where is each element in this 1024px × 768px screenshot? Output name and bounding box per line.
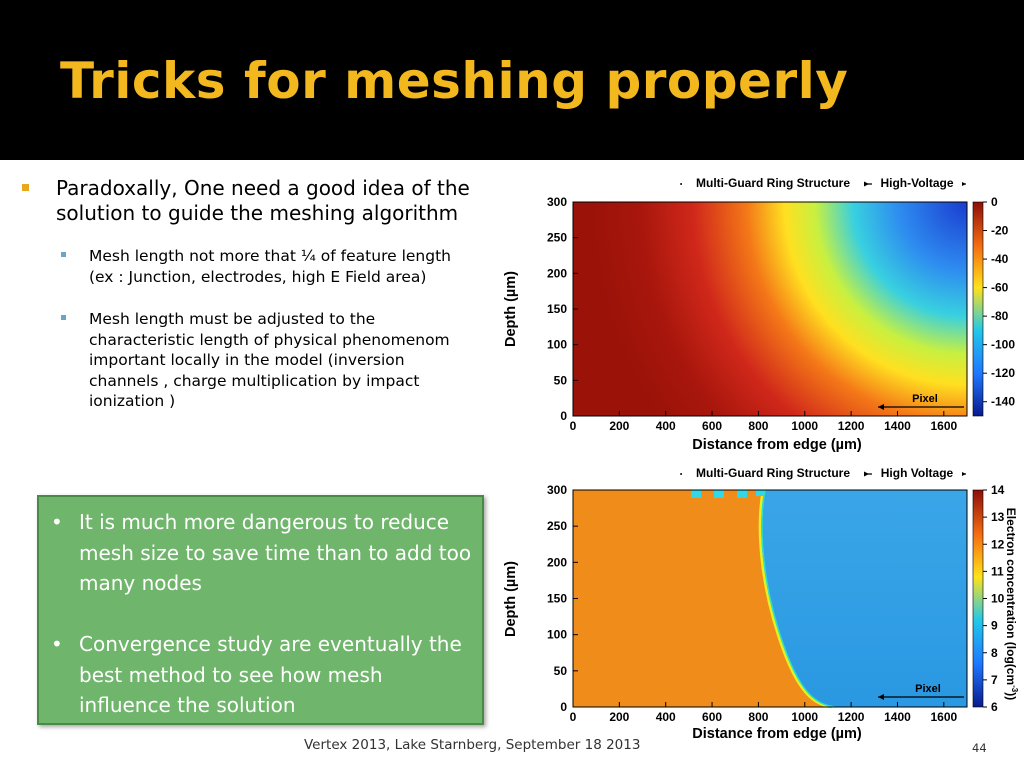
high-voltage-label: High Voltage [880,466,954,480]
x-tick-label: 200 [609,710,630,724]
y-tick-label: 150 [546,302,567,316]
colorbar-ticks [983,483,1005,714]
y-tick-label: 100 [546,627,567,642]
colorbar-tick-label: 10 [991,591,1005,606]
sub-bullet-text: Mesh length must be adjusted to the characteristic length of physical phenomenom important locally in the model (inversion channels , charge multiplication by impact ionization ) [89,310,450,410]
colorbar-tick-label: -80 [991,309,1009,324]
high-voltage-label: High-Voltage [880,176,954,190]
y-tick-label: 200 [546,266,567,281]
slide-title: Tricks for meshing properly [60,52,849,110]
x-tick-label: 1000 [791,710,819,724]
potential-field [573,202,967,416]
sub-bullet-text: Mesh length not more that ¼ of feature length (ex : Junction, electrodes, high E Field area) [89,247,451,286]
x-tick-label: 1400 [884,710,911,724]
multi-guard-label: Multi-Guard Ring Structure [696,176,850,190]
y-axis-title: Depth (µm) [503,560,519,638]
callout-item-text: Convergence study are eventually the best method to see how mesh influence the solution [79,632,462,717]
colorbar-tick-label: 14 [991,483,1005,497]
colorbar-tick-label: 13 [991,510,1005,525]
colorbar-tick-label: -60 [991,280,1009,295]
x-tick-label: 600 [702,419,723,433]
x-axis-title: Distance from edge (µm) [692,726,862,742]
square-bullet-icon [61,252,66,257]
potential-heatmap [494,172,1024,456]
callout-box [37,495,484,725]
colorbar-tick-label: -100 [991,337,1016,352]
x-tick-label: 1000 [791,419,819,433]
colorbar-tick-label: 11 [991,564,1004,579]
colorbar-tick-label: 7 [991,672,998,687]
callout-item-text: It is much more dangerous to reduce mesh size to save time than to add too many nodes [79,510,472,595]
y-tick-label: 50 [553,373,567,388]
x-tick-label: 600 [702,710,723,724]
colorbar [973,202,983,416]
colorbar-tick-label: -40 [991,252,1009,267]
bullet-main-text: Paradoxally, One need a good idea of the solution to guide the meshing algorithm [56,176,470,225]
sub-bullet [55,309,472,412]
bullet-dot-icon: • [51,632,63,656]
x-tick-label: 1400 [884,419,911,433]
y-tick-label: 300 [546,483,567,497]
x-tick-label: 0 [569,419,577,433]
x-tick-label: 1200 [837,419,865,433]
x-tick-label: 800 [748,710,769,724]
x-tick-label: 1600 [930,710,958,724]
title-bar [0,0,1024,160]
y-tick-label: 50 [553,663,567,678]
y-tick-label: 0 [560,700,567,714]
multi-guard-label: Multi-Guard Ring Structure [696,466,850,480]
pixel-label: Pixel [912,393,938,405]
square-bullet-icon [61,315,66,320]
y-tick-label: 200 [546,555,567,570]
colorbar-ticks [983,195,1015,409]
x-tick-label: 800 [748,419,769,433]
bullet-list [22,176,472,434]
pixel-label: Pixel [915,683,941,695]
bullet-dot-icon: • [51,510,63,534]
x-tick-label: 1600 [930,419,958,433]
y-tick-label: 0 [560,409,567,423]
colorbar-tick-label: -140 [991,394,1016,409]
colorbar-tick-label: 8 [991,645,998,660]
square-bullet-icon [22,184,29,191]
electron-concentration-heatmap [494,462,1024,746]
y-axis-title: Depth (µm) [503,270,519,348]
x-axis-title: Distance from edge (µm) [692,437,862,453]
colorbar [973,490,983,707]
x-tick-label: 200 [609,419,630,433]
y-tick-label: 100 [546,337,567,352]
bullet-main [22,176,472,226]
colorbar-tick-label: 0 [991,195,998,209]
colorbar-tick-label: 12 [991,537,1005,552]
callout-item [51,629,475,721]
y-tick-label: 150 [546,591,567,606]
colorbar-tick-label: -20 [991,223,1009,238]
y-tick-label: 250 [546,230,567,245]
x-tick-label: 0 [569,710,577,724]
x-tick-label: 1200 [837,710,865,724]
footer-text: Vertex 2013, Lake Starnberg, September 18 2013 [304,737,641,753]
sub-bullet [55,246,472,287]
callout-item [51,507,475,599]
page-number: 44 [972,741,987,755]
colorbar-tick-label: -120 [991,366,1016,381]
colorbar-tick-label: 9 [991,618,998,633]
colorbar-title: Electron concentration $(\log(cm^{-3}))$ [1004,507,1019,701]
x-tick-label: 400 [655,710,676,724]
y-tick-label: 300 [546,195,567,209]
y-tick-label: 250 [546,519,567,534]
colorbar-tick-label: 6 [991,700,998,714]
x-tick-label: 400 [655,419,676,433]
